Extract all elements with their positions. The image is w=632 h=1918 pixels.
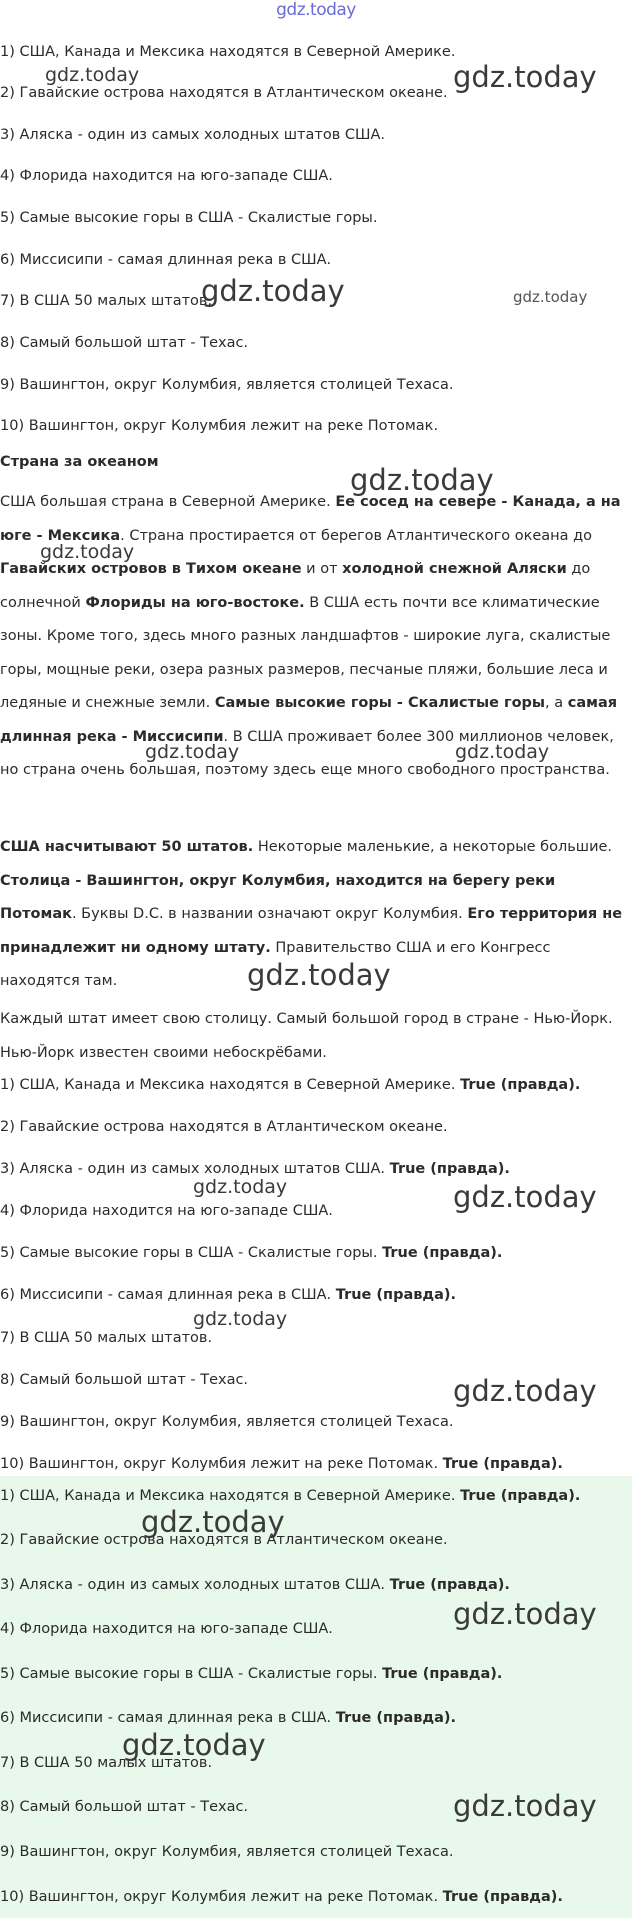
answer-item	[0, 1708, 456, 1728]
answer-question: 6) Миссисипи - самая длинная река в США.	[0, 1287, 332, 1303]
answer-question: 3) Аляска - один из самых холодных штатов США.	[0, 1161, 386, 1177]
watermark-text: gdz.today	[145, 741, 240, 763]
answer-item	[0, 1370, 248, 1390]
answer-item	[0, 1887, 563, 1907]
text-run: до солнечной	[0, 561, 591, 611]
bold-text: холодной снежной Аляски	[342, 561, 567, 577]
answer-item	[0, 1075, 580, 1095]
answer-item	[0, 1117, 448, 1137]
bold-text: Столица - Вашингтон, округ Колумбия, находится на берегу реки Потомак	[0, 872, 556, 922]
bold-text: Самые высокие горы - Скалистые горы	[214, 695, 546, 711]
answer-item	[0, 1285, 456, 1305]
watermark-text: gdz.today	[122, 1728, 266, 1762]
text-run: Правительство США и его Конгресс находятся там.	[0, 939, 551, 989]
question-item: 1) США, Канада и Мексика находятся в Северной Америке.	[0, 44, 456, 60]
answer-verdict: True (правда).	[389, 1161, 510, 1177]
watermark-text: gdz.today	[453, 1597, 597, 1631]
watermark-text: gdz.today	[247, 958, 391, 992]
watermark-text: gdz.today	[193, 1176, 288, 1198]
question-item: 5) Самые высокие горы в США - Скалистые горы.	[0, 210, 378, 226]
answer-question: 1) США, Канада и Мексика находятся в Северной Америке.	[0, 1488, 456, 1504]
answer-item	[0, 1412, 453, 1432]
answer-question: 7) В США 50 малых штатов.	[0, 1330, 213, 1346]
watermark-text: gdz.today	[455, 741, 550, 763]
answer-item	[0, 1328, 212, 1348]
answer-item	[0, 1486, 580, 1506]
bold-text: Флориды на юго-востоке.	[85, 594, 305, 611]
text-run: В США есть почти все климатические зоны. Кроме того, здесь много разных ландшафтов - широкие луга, скалистые горы, мощные реки, озера разных размеров, песчаные пляжи, большие леса и ледяные и снежные земли.	[0, 594, 611, 711]
watermark-text: gdz.today	[141, 1505, 285, 1539]
question-item: 6) Миссисипи - самая длинная река в США.	[0, 252, 332, 268]
watermark-text: gdz.today	[453, 1374, 597, 1408]
answer-verdict: True (правда).	[382, 1245, 503, 1261]
answer-question: 10) Вашингтон, округ Колумбия лежит на реке Потомак.	[0, 1456, 439, 1472]
answer-question: 9) Вашингтон, округ Колумбия, является столицей Техаса.	[0, 1844, 454, 1860]
watermark-text: gdz.today	[453, 60, 597, 94]
text-run: . Буквы D.C. в названии означают округ Колумбия.	[71, 906, 468, 922]
watermark-text: gdz.today	[513, 288, 588, 306]
question-item: 10) Вашингтон, округ Колумбия лежит на реке Потомак.	[0, 418, 439, 434]
text-run: , а	[545, 695, 568, 711]
bold-text: Гавайских островов в Тихом океане	[0, 561, 302, 577]
watermark-text: gdz.today	[350, 463, 494, 497]
answer-question: 2) Гавайские острова находятся в Атлантическом океане.	[0, 1532, 448, 1548]
answer-verdict: True (правда).	[442, 1889, 563, 1905]
answer-question: 2) Гавайские острова находятся в Атлантическом океане.	[0, 1119, 448, 1135]
answer-verdict: True (правда).	[335, 1710, 457, 1726]
answer-item	[0, 1243, 502, 1263]
answer-item	[0, 1797, 248, 1817]
answer-item	[0, 1664, 502, 1684]
answer-question: 10) Вашингтон, округ Колумбия лежит на реке Потомак.	[0, 1889, 439, 1905]
question-item: 9) Вашингтон, округ Колумбия, является столицей Техаса.	[0, 377, 454, 393]
question-item: 7) В США 50 малых штатов.	[0, 293, 213, 309]
watermark-text: gdz.today	[40, 541, 135, 563]
watermark-text: gdz.today	[45, 64, 140, 86]
answer-question: 5) Самые высокие горы в США - Скалистые горы.	[0, 1666, 378, 1682]
answer-question: 6) Миссисипи - самая длинная река в США.	[0, 1710, 332, 1726]
site-logo[interactable]: gdz.today	[276, 0, 356, 20]
answer-verdict: True (правда).	[389, 1577, 510, 1593]
answer-question: 4) Флорида находится на юго-западе США.	[0, 1621, 333, 1637]
watermark-text: gdz.today	[453, 1789, 597, 1823]
answer-question: 8) Самый большой штат - Техас.	[0, 1799, 249, 1815]
text-run: и от	[301, 561, 343, 577]
answer-question: 7) В США 50 малых штатов.	[0, 1755, 213, 1771]
paragraph-3	[0, 1003, 628, 1070]
answer-question: 3) Аляска - один из самых холодных штатов США.	[0, 1577, 386, 1593]
answer-verdict: True (правда).	[460, 1077, 581, 1093]
text-run: . В США проживает более 300 миллионов человек, но страна очень большая, поэтому здесь еще много свободного пространства.	[0, 728, 614, 778]
question-item: 3) Аляска - один из самых холодных штатов США.	[0, 127, 386, 143]
text-run: Некоторые маленькие, а некоторые большие.	[253, 839, 613, 855]
answer-question: 1) США, Канада и Мексика находятся в Северной Америке.	[0, 1077, 456, 1093]
bold-text: США насчитывают 50 штатов.	[0, 839, 254, 855]
bold-text: Ее сосед на севере - Канада, а на юге - Мексика	[0, 494, 621, 544]
watermark-text: gdz.today	[453, 1180, 597, 1214]
question-item: 8) Самый большой штат - Техас.	[0, 335, 249, 351]
watermark-text: gdz.today	[193, 1308, 288, 1330]
watermark-text: gdz.today	[201, 274, 345, 308]
answer-question: 4) Флорида находится на юго-западе США.	[0, 1203, 333, 1219]
answer-verdict: True (правда).	[460, 1488, 581, 1504]
answer-question: 9) Вашингтон, округ Колумбия, является столицей Техаса.	[0, 1414, 454, 1430]
answer-verdict: True (правда).	[382, 1666, 503, 1682]
bold-text: самая длинная река - Миссисипи	[0, 695, 618, 745]
text-run: Каждый штат имеет свою столицу. Самый большой город в стране - Нью-Йорк. Нью-Йорк известен своими небоскрёбами.	[0, 1011, 613, 1061]
question-item: 2) Гавайские острова находятся в Атлантическом океане.	[0, 85, 448, 101]
answer-item	[0, 1619, 333, 1639]
answer-item	[0, 1842, 453, 1862]
answer-question: 8) Самый большой штат - Техас.	[0, 1372, 249, 1388]
question-item: 4) Флорида находится на юго-западе США.	[0, 168, 333, 184]
answer-question: 5) Самые высокие горы в США - Скалистые горы.	[0, 1245, 378, 1261]
answer-item	[0, 1201, 333, 1221]
text-run: . Страна простирается от берегов Атлантического океана до	[120, 527, 593, 544]
text-run: США большая страна в Северной Америке.	[0, 494, 336, 510]
answer-item	[0, 1454, 563, 1474]
answer-verdict: True (правда).	[335, 1287, 457, 1303]
answer-item	[0, 1575, 510, 1595]
answer-verdict: True (правда).	[442, 1456, 563, 1472]
section-heading: Страна за океаном	[0, 454, 159, 470]
bold-text: Его территория не принадлежит ни одному штату.	[0, 906, 623, 956]
